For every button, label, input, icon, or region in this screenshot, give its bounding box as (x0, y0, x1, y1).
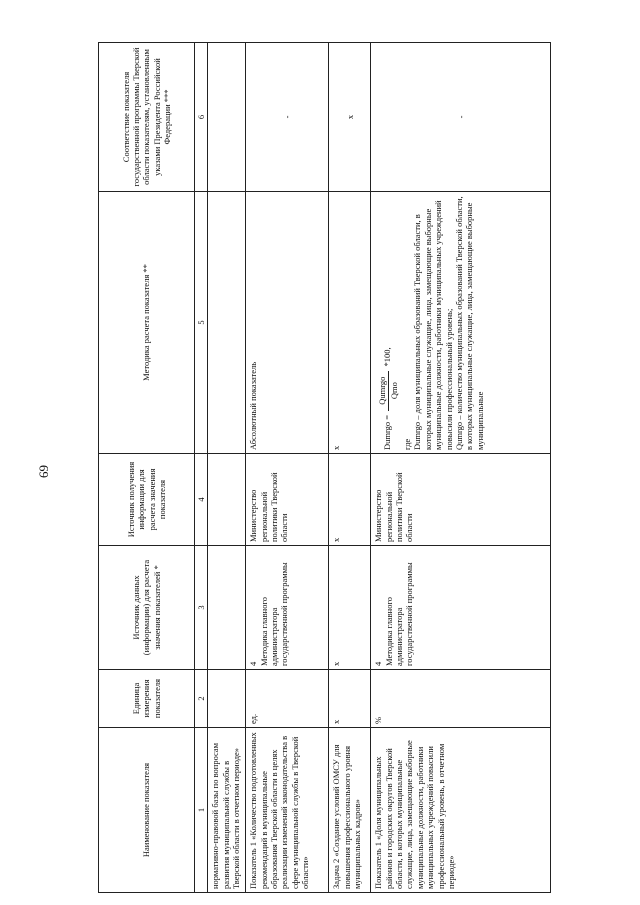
formula-lhs: Dumrgo = (382, 414, 393, 450)
col-number: 4 (195, 454, 208, 546)
indicator-name: нормативно-правовой базы по вопросам развития муниципальной службы в Тверской области в отчетном периоде» (208, 728, 246, 893)
indicator-unit (208, 670, 246, 728)
table-row (246, 43, 329, 893)
indicator-match (208, 43, 246, 192)
indicator-origin: Министерство региональной политики Тверской области (371, 454, 551, 546)
header-match: Соответствие показателя государственной программы Тверской области показателям, установленным указами Президента Российской Федерации *** (99, 43, 195, 192)
table-row (371, 43, 551, 893)
indicator-name: Показатель 1 «Доля муниципальных районов и городских округов Тверской области, в которых муниципальные служащие, лица, замещающие выборные муниципальные должности, работники муниципальных учреждений повысили профессиональный уровень, в отчетном периоде» (371, 728, 551, 893)
task-source: х (329, 546, 371, 670)
indicator-match: - (246, 43, 329, 192)
task-unit: х (329, 670, 371, 728)
table-row (208, 43, 246, 893)
table-row (329, 43, 371, 893)
column-number-row (195, 43, 208, 893)
indicator-source: 4 Методика главного администратора государственной программы (246, 546, 329, 670)
task-origin: х (329, 454, 371, 546)
task-method: х (329, 192, 371, 454)
indicator-unit: % (371, 670, 551, 728)
header-source: Источник данных (информации) для расчета значения показателей * (99, 546, 195, 670)
indicator-name: Показатель 1 «Количество подготовленных рекомендаций в муниципальные образования Тверской области в целях реализации изменений законодательства в сфере муниципальной службы в Тверской области» (246, 728, 329, 893)
indicator-method (371, 192, 551, 454)
method-where: где (402, 438, 413, 450)
indicator-match: - (371, 43, 551, 192)
header-unit: Единица измерения показателя (99, 670, 195, 728)
col-number: 5 (195, 192, 208, 454)
task-match: х (329, 43, 371, 192)
indicator-origin (208, 454, 246, 546)
indicators-table (98, 42, 551, 893)
col-number: 3 (195, 546, 208, 670)
task-name: Задача 2 «Создание условий ОМСУ для повышения профессионального уровня муниципальных кадров» (329, 728, 371, 893)
method-text: Dumrgo – доля муниципальных образований Тверской области, в которых муниципальные служащие, лица, замещающие выборные муниципальные должности, работники муниципальных учреждений повысили профессиональный уровень; Qumrgo – количество муниципальных образований Тверской области, в которых муниципальные служащие, лица, замещающие выборные муниципальные (412, 196, 485, 450)
formula-tail: *100, (382, 347, 393, 367)
indicator-method (208, 192, 246, 454)
indicator-unit: ед. (246, 670, 329, 728)
indicator-source (208, 546, 246, 670)
formula-denominator: Qmo (388, 382, 399, 400)
header-method: Методика расчета показателя ** (99, 192, 195, 454)
page-number: 69 (36, 465, 51, 478)
indicator-origin: Министерство региональной политики Тверской области (246, 454, 329, 546)
indicator-source: 4 Методика главного администратора государственной программы (371, 546, 551, 670)
header-origin: Источник получения информации для расчета значения показателя (99, 454, 195, 546)
rotated-page (98, 43, 640, 893)
col-number: 2 (195, 670, 208, 728)
col-number: 6 (195, 43, 208, 192)
indicator-method: Абсолютный показатель (246, 192, 329, 454)
header-row (99, 43, 195, 893)
formula-fraction (377, 371, 399, 411)
formula-numerator: Qumrgo (377, 371, 388, 411)
col-number: 1 (195, 728, 208, 893)
method-formula (377, 195, 399, 450)
header-name: Наименование показателя (99, 728, 195, 893)
